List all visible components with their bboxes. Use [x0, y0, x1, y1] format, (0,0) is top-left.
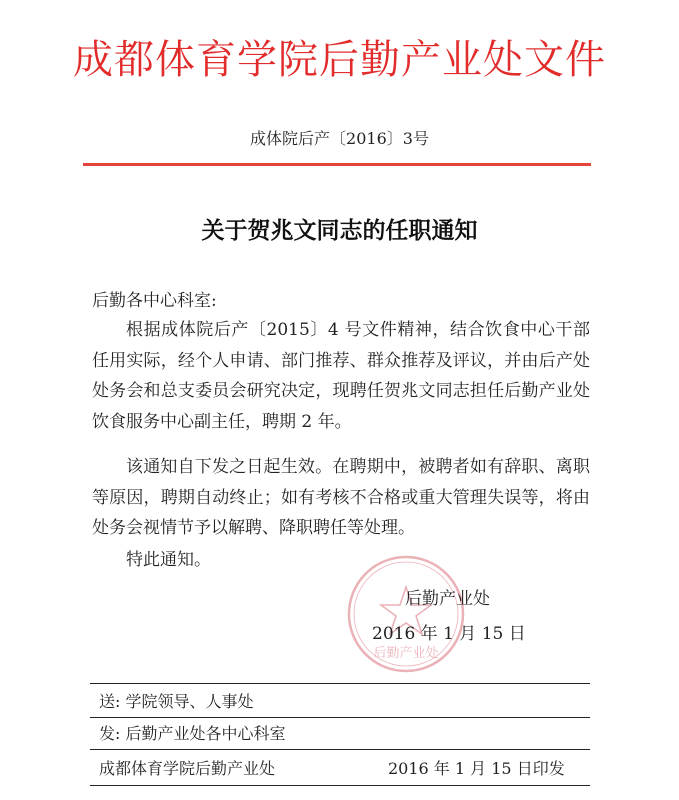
document-header-title: 成都体育学院后勤产业处文件 [73, 37, 606, 83]
signature-date: 2016 年 1 月 15 日 [372, 624, 526, 644]
header-divider [83, 163, 591, 166]
body-paragraph: 该通知自下发之日起生效。在聘期中，被聘者如有辞职、离职等原因，聘期自动终止；如有考核不合格或重大管理失误等，将由处务会视情节予以解聘、降职聘任等处理。 [92, 457, 590, 538]
salutation: 后勤各中心科室: [92, 291, 217, 311]
footer-print-date: 2016 年 1 月 15 日印发 [388, 759, 565, 778]
notice-title: 关于贺兆文同志的任职通知 [201, 218, 478, 244]
distribution-to: 送: 学院领导、人事处 [99, 692, 254, 711]
footer-divider [90, 785, 590, 786]
body-paragraph: 根据成体院后产〔2015〕4 号文件精神，结合饮食中心干部任用实际，经个人申请、部门推荐、群众推荐及评议，并由后产处处务会和总支委员会研究决定，现聘任贺兆文同志担任后勤产业处饮食服务中心副主任，聘期 2 年。 [92, 320, 590, 432]
footer-divider [90, 749, 590, 750]
document-number: 成体院后产〔2016〕3号 [250, 129, 429, 148]
distribution-cc: 发: 后勤产业处各中心科室 [99, 724, 286, 743]
signature-organization: 后勤产业处 [405, 589, 490, 609]
official-seal-icon [345, 553, 467, 675]
footer-divider [90, 683, 590, 684]
seal-text: 后勤产业处 [373, 646, 439, 661]
footer-divider [90, 717, 590, 718]
body-paragraph: 特此通知。 [126, 550, 211, 570]
footer-issuer: 成都体育学院后勤产业处 [99, 759, 276, 778]
